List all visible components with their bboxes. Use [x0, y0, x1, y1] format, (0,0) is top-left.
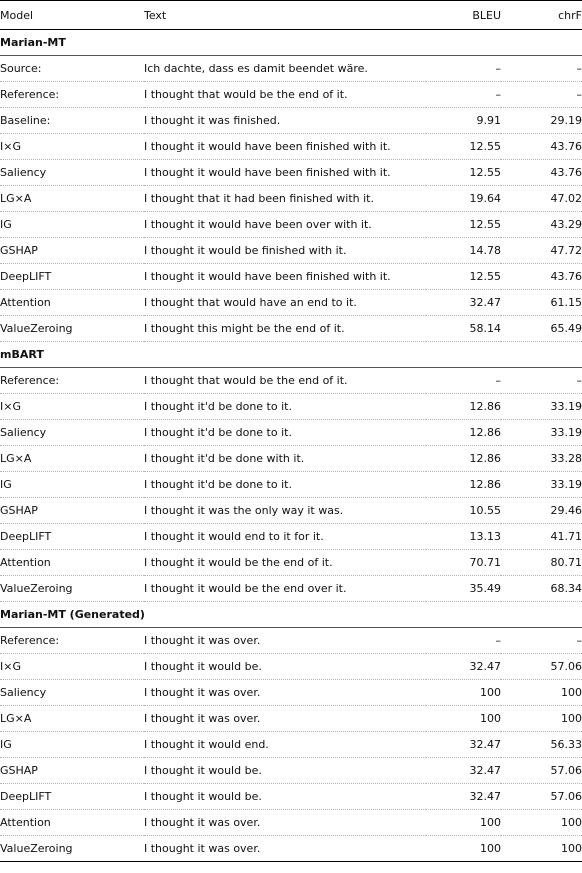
cell-text: I thought it would be the end over it.	[144, 576, 426, 602]
cell-bleu: 12.55	[426, 160, 501, 186]
table-row	[0, 680, 582, 706]
cell-model: Baseline:	[0, 108, 144, 134]
cell-chrf: 100	[501, 810, 582, 836]
cell-model: GSHAP	[0, 758, 144, 784]
cell-bleu: 58.14	[426, 316, 501, 342]
group-title: Marian-MT	[0, 30, 582, 56]
table-row	[0, 732, 582, 758]
cell-bleu: 12.86	[426, 472, 501, 498]
cell-chrf: 33.19	[501, 472, 582, 498]
cell-text: I thought it was over.	[144, 810, 426, 836]
cell-bleu: 12.55	[426, 134, 501, 160]
cell-text: I thought it would be.	[144, 758, 426, 784]
cell-chrf: 68.34	[501, 576, 582, 602]
cell-text: Ich dachte, dass es damit beendet wäre.	[144, 56, 426, 82]
cell-text: I thought it was finished.	[144, 108, 426, 134]
table-row	[0, 784, 582, 810]
cell-model: LG×A	[0, 446, 144, 472]
cell-bleu: –	[426, 628, 501, 654]
table-row	[0, 394, 582, 420]
cell-chrf: 57.06	[501, 654, 582, 680]
cell-bleu: –	[426, 82, 501, 108]
table-row	[0, 576, 582, 602]
cell-bleu: 14.78	[426, 238, 501, 264]
cell-bleu: 12.86	[426, 394, 501, 420]
cell-model: Attention	[0, 810, 144, 836]
cell-text: I thought it would be finished with it.	[144, 238, 426, 264]
table-row	[0, 498, 582, 524]
cell-text: I thought this might be the end of it.	[144, 316, 426, 342]
table-row	[0, 420, 582, 446]
cell-chrf: 57.06	[501, 758, 582, 784]
cell-bleu: 32.47	[426, 654, 501, 680]
cell-model: Saliency	[0, 160, 144, 186]
cell-text: I thought it would have been finished with it.	[144, 134, 426, 160]
cell-chrf: 100	[501, 836, 582, 862]
cell-chrf: –	[501, 628, 582, 654]
cell-chrf: 43.76	[501, 264, 582, 290]
cell-model: Reference:	[0, 82, 144, 108]
cell-text: I thought it was over.	[144, 706, 426, 732]
header-row	[0, 1, 582, 30]
table-row	[0, 160, 582, 186]
cell-text: I thought it would have been over with it.	[144, 212, 426, 238]
cell-chrf: –	[501, 82, 582, 108]
cell-model: I×G	[0, 134, 144, 160]
cell-model: ValueZeroing	[0, 576, 144, 602]
group-title: mBART	[0, 342, 582, 368]
cell-bleu: 12.55	[426, 264, 501, 290]
cell-text: I thought it would have been finished with it.	[144, 160, 426, 186]
cell-model: GSHAP	[0, 498, 144, 524]
table-row	[0, 82, 582, 108]
cell-bleu: 100	[426, 680, 501, 706]
cell-model: DeepLIFT	[0, 524, 144, 550]
cell-chrf: 56.33	[501, 732, 582, 758]
cell-bleu: 32.47	[426, 758, 501, 784]
cell-model: IG	[0, 472, 144, 498]
cell-model: Saliency	[0, 420, 144, 446]
cell-chrf: 33.19	[501, 394, 582, 420]
cell-model: Reference:	[0, 368, 144, 394]
cell-chrf: 100	[501, 680, 582, 706]
cell-chrf: 29.46	[501, 498, 582, 524]
cell-text: I thought it would be the end of it.	[144, 550, 426, 576]
cell-model: DeepLIFT	[0, 264, 144, 290]
cell-bleu: 9.91	[426, 108, 501, 134]
cell-bleu: 100	[426, 706, 501, 732]
cell-bleu: 12.86	[426, 446, 501, 472]
cell-model: ValueZeroing	[0, 836, 144, 862]
group-header-row	[0, 602, 582, 628]
cell-bleu: 35.49	[426, 576, 501, 602]
table-body	[0, 30, 582, 862]
cell-text: I thought it'd be done with it.	[144, 446, 426, 472]
cell-text: I thought that it had been finished with it.	[144, 186, 426, 212]
cell-chrf: 47.02	[501, 186, 582, 212]
cell-bleu: 70.71	[426, 550, 501, 576]
header-model: Model	[0, 8, 34, 22]
cell-text: I thought it'd be done to it.	[144, 394, 426, 420]
cell-chrf: 43.76	[501, 134, 582, 160]
cell-text: I thought that would have an end to it.	[144, 290, 426, 316]
cell-chrf: 80.71	[501, 550, 582, 576]
cell-model: I×G	[0, 654, 144, 680]
cell-bleu: –	[426, 56, 501, 82]
cell-model: LG×A	[0, 706, 144, 732]
table-row	[0, 212, 582, 238]
table-row	[0, 524, 582, 550]
cell-model: IG	[0, 212, 144, 238]
cell-model: Attention	[0, 550, 144, 576]
table-row	[0, 628, 582, 654]
cell-text: I thought it would end to it for it.	[144, 524, 426, 550]
cell-model: Source:	[0, 56, 144, 82]
table-row	[0, 836, 582, 862]
table-row	[0, 472, 582, 498]
table-row	[0, 368, 582, 394]
cell-bleu: 32.47	[426, 732, 501, 758]
cell-chrf: 65.49	[501, 316, 582, 342]
table-row	[0, 56, 582, 82]
cell-bleu: 32.47	[426, 290, 501, 316]
table-row	[0, 810, 582, 836]
cell-text: I thought that would be the end of it.	[144, 82, 426, 108]
header-bleu: BLEU	[472, 8, 501, 22]
table-row	[0, 758, 582, 784]
cell-bleu: 19.64	[426, 186, 501, 212]
header-chrf: chrF	[558, 8, 582, 22]
cell-bleu: 100	[426, 810, 501, 836]
cell-text: I thought it'd be done to it.	[144, 472, 426, 498]
cell-text: I thought it'd be done to it.	[144, 420, 426, 446]
cell-model: DeepLIFT	[0, 784, 144, 810]
cell-text: I thought it would end.	[144, 732, 426, 758]
cell-text: I thought that would be the end of it.	[144, 368, 426, 394]
table-row	[0, 134, 582, 160]
cell-text: I thought it would have been finished with it.	[144, 264, 426, 290]
cell-text: I thought it would be.	[144, 784, 426, 810]
table-header	[0, 1, 582, 30]
cell-bleu: 100	[426, 836, 501, 862]
cell-text: I thought it was over.	[144, 836, 426, 862]
cell-model: Attention	[0, 290, 144, 316]
cell-chrf: 43.76	[501, 160, 582, 186]
table-row	[0, 706, 582, 732]
cell-chrf: 100	[501, 706, 582, 732]
table-row	[0, 238, 582, 264]
table-row	[0, 316, 582, 342]
cell-text: I thought it was the only way it was.	[144, 498, 426, 524]
table-row	[0, 264, 582, 290]
cell-bleu: 12.86	[426, 420, 501, 446]
cell-chrf: 43.29	[501, 212, 582, 238]
cell-chrf: 33.28	[501, 446, 582, 472]
cell-chrf: –	[501, 368, 582, 394]
cell-chrf: 41.71	[501, 524, 582, 550]
cell-model: Reference:	[0, 628, 144, 654]
cell-model: I×G	[0, 394, 144, 420]
cell-bleu: 10.55	[426, 498, 501, 524]
cell-chrf: 33.19	[501, 420, 582, 446]
table-row	[0, 108, 582, 134]
cell-model: Saliency	[0, 680, 144, 706]
group-header-row	[0, 30, 582, 56]
cell-model: GSHAP	[0, 238, 144, 264]
cell-text: I thought it would be.	[144, 654, 426, 680]
cell-bleu: 12.55	[426, 212, 501, 238]
cell-model: ValueZeroing	[0, 316, 144, 342]
cell-chrf: 57.06	[501, 784, 582, 810]
header-text: Text	[144, 8, 167, 22]
cell-chrf: 29.19	[501, 108, 582, 134]
cell-bleu: 13.13	[426, 524, 501, 550]
cell-chrf: 61.15	[501, 290, 582, 316]
table-row	[0, 186, 582, 212]
group-header-row	[0, 342, 582, 368]
cell-chrf: 47.72	[501, 238, 582, 264]
cell-chrf: –	[501, 56, 582, 82]
cell-bleu: –	[426, 368, 501, 394]
table-row	[0, 290, 582, 316]
cell-text: I thought it was over.	[144, 628, 426, 654]
cell-model: LG×A	[0, 186, 144, 212]
table-row	[0, 550, 582, 576]
table-row	[0, 654, 582, 680]
cell-text: I thought it was over.	[144, 680, 426, 706]
group-title: Marian-MT (Generated)	[0, 602, 582, 628]
table-row	[0, 446, 582, 472]
cell-bleu: 32.47	[426, 784, 501, 810]
cell-model: IG	[0, 732, 144, 758]
